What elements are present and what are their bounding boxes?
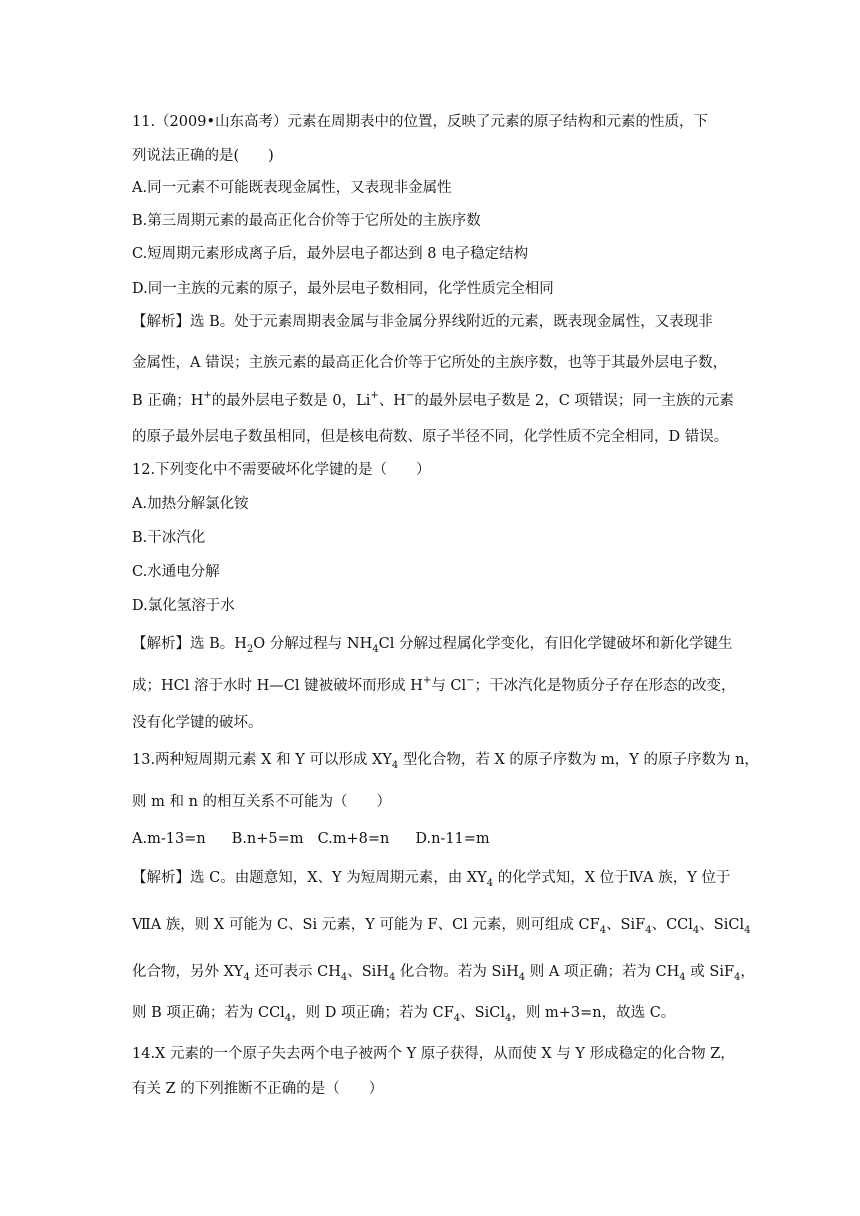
- q13-stem-line-2: [132, 792, 391, 812]
- q12-option-d: [132, 596, 235, 616]
- text: 、SiCl: [699, 917, 745, 933]
- subscript: 4: [645, 925, 652, 936]
- text: 【解析】选 B。H: [132, 636, 247, 652]
- text: B.第三周期元素的最高正化合价等于它所处的主族序数: [132, 213, 481, 229]
- superscript: −: [405, 390, 415, 401]
- option-a: A.m-13=n: [132, 831, 206, 847]
- q13-analysis-line-1: [132, 868, 730, 888]
- subscript: 4: [504, 1013, 512, 1024]
- text: ，则 D 项正确；若为 CF: [291, 1005, 454, 1021]
- text: 还可表示 CH: [249, 964, 341, 980]
- q14-stem-line-2: [132, 1079, 383, 1099]
- subscript: 2: [246, 644, 254, 655]
- text: 、SiF: [606, 917, 646, 933]
- option-c: C.m+8=n: [317, 831, 390, 847]
- text: D.同一主族的元素的原子，最外层电子数相同，化学性质完全相同: [132, 281, 554, 297]
- superscript: −: [466, 675, 475, 686]
- q12-option-b: [132, 528, 205, 548]
- option-b: B.n+5=m: [231, 831, 304, 847]
- text: 13.两种短周期元素 X 和 Y 可以形成 XY: [132, 752, 392, 768]
- text: 或 SiF: [685, 964, 735, 980]
- text: 【解析】选 B。处于元素周期表金属与非金属分界线附近的元素，既表现金属性，又表现非: [132, 314, 713, 330]
- text: 的最外层电子数是 2，C 项错误；同一主族的元素: [414, 393, 734, 409]
- text: 有关 Z 的下列推断不正确的是（ ）: [132, 1081, 384, 1097]
- subscript: 4: [599, 925, 607, 936]
- subscript: 4: [692, 925, 700, 936]
- text: C.水通电分解: [132, 564, 220, 580]
- text: Cl 分解过程属化学变化，有旧化学键破坏和新化学键生: [378, 636, 733, 652]
- q14-stem-line-1: [132, 1044, 735, 1064]
- text: 列说法正确的是( ): [132, 148, 274, 164]
- text: 12.下列变化中不需要破坏化学键的是（ ）: [132, 462, 431, 478]
- subscript: 4: [679, 972, 686, 983]
- text: 的原子最外层电子数虽相同，但是核电荷数、原子半径不同，化学性质不完全相同，D 错误。: [132, 429, 729, 445]
- superscript: +: [370, 390, 379, 401]
- q13-analysis-line-3: [132, 962, 755, 982]
- text: 没有化学键的破坏。: [132, 715, 263, 731]
- text: 化合物。若为 SiH: [395, 964, 519, 980]
- text: 14.X 元素的一个原子失去两个电子被两个 Y 原子获得，从而使 X 与 Y 形成稳定的化合物 Z，: [132, 1046, 735, 1062]
- subscript: 4: [453, 1013, 461, 1024]
- subscript: 4: [486, 878, 494, 889]
- text: 的最外层电子数是 0，Li: [211, 393, 371, 409]
- q13-analysis-line-4: [132, 1003, 675, 1023]
- subscript: 4: [518, 972, 526, 983]
- text: 【解析】选 C。由题意知，X、Y 为短周期元素，由 XY: [132, 870, 487, 886]
- q11-option-d: [132, 279, 554, 299]
- q11-stem-line-2: [132, 146, 274, 166]
- text: ，则 m+3=n，故选 C。: [511, 1005, 676, 1021]
- q11-option-a: [132, 178, 452, 198]
- subscript: 4: [284, 1013, 292, 1024]
- q11-option-c: [132, 244, 528, 264]
- text: A.同一元素不可能既表现金属性，又表现非金属性: [132, 180, 452, 196]
- q13-stem-line-1: [132, 750, 759, 770]
- subscript: 4: [372, 644, 379, 655]
- superscript: +: [203, 390, 212, 401]
- text: ；干冰汽化是物质分子存在形态的改变，: [474, 678, 736, 694]
- q12-option-a: [132, 494, 249, 514]
- text: 、SiCl: [460, 1005, 505, 1021]
- text: B.干冰汽化: [132, 530, 206, 546]
- text: C.短周期元素形成离子后，最外层电子都达到 8 电子稳定结构: [132, 246, 529, 262]
- text: D.氯化氢溶于水: [132, 598, 235, 614]
- text: 11.（2009•山东高考）元素在周期表中的位置，反映了元素的原子结构和元素的性质，下: [132, 114, 709, 130]
- q12-analysis-line-2: [132, 676, 735, 696]
- text: ⅦA 族，则 X 可能为 C、Si 元素，Y 可能为 F、Cl 元素，则可组成 CF: [132, 917, 600, 933]
- option-d: D.n-11=m: [415, 831, 490, 847]
- q11-analysis-line-4: [132, 427, 728, 447]
- text: 则 B 项正确；若为 CCl: [132, 1005, 285, 1021]
- q13-analysis-line-2: [132, 915, 750, 935]
- q13-options: [132, 829, 490, 849]
- q12-analysis-line-3: [132, 713, 263, 733]
- text: ，: [740, 964, 755, 980]
- q11-analysis-line-2: [132, 353, 727, 373]
- subscript: 4: [744, 925, 751, 936]
- text: 则 m 和 n 的相互关系不可能为（ ）: [132, 794, 392, 810]
- q11-option-b: [132, 211, 481, 231]
- text: 与 Cl: [431, 678, 467, 694]
- text: 、CCl: [651, 917, 693, 933]
- text: 成；HCl 溶于水时 H—Cl 键被破坏而形成 H: [132, 678, 423, 694]
- q12-analysis-line-1: [132, 634, 732, 654]
- q12-stem-line-1: [132, 460, 431, 480]
- text: 型化合物，若 X 的原子序数为 m，Y 的原子序数为 n，: [398, 752, 759, 768]
- q11-analysis-line-1: [132, 312, 713, 332]
- text: 则 A 项正确；若为 CH: [525, 964, 680, 980]
- text: 、H: [378, 393, 406, 409]
- text: A.加热分解氯化铵: [132, 496, 249, 512]
- q12-option-c: [132, 562, 220, 582]
- text: 的化学式知，X 位于ⅣA 族，Y 位于: [493, 870, 731, 886]
- text: 金属性，A 错误；主族元素的最高正化合价等于它所处的主族序数，也等于其最外层电子数，: [132, 355, 728, 371]
- subscript: 4: [391, 760, 399, 771]
- q11-analysis-line-3: [132, 391, 734, 411]
- text: 化合物，另外 XY: [132, 964, 244, 980]
- subscript: 4: [243, 972, 250, 983]
- text: B 正确；H: [132, 393, 204, 409]
- subscript: 4: [734, 972, 741, 983]
- q11-stem-line-1: [132, 112, 708, 132]
- text: 、SiH: [347, 964, 389, 980]
- subscript: 4: [388, 972, 396, 983]
- subscript: 4: [340, 972, 348, 983]
- text: O 分解过程与 NH: [253, 636, 373, 652]
- superscript: +: [422, 675, 432, 686]
